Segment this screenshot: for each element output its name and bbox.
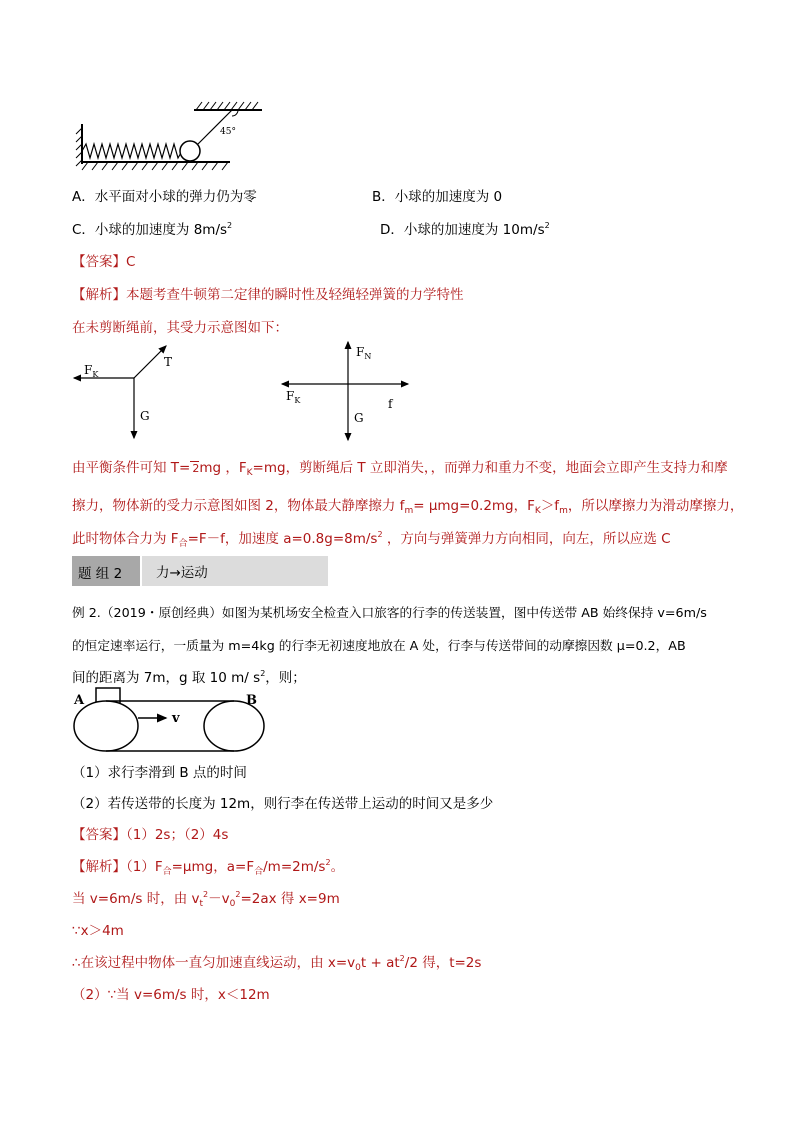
fd2-fn-sub: N [364, 352, 372, 361]
force-diagram-1 [64, 342, 194, 442]
a2l1-sup: 2 [325, 858, 331, 867]
analysis-1-line4 [72, 494, 743, 516]
a2l4-a: ∴在该过程中物体一直匀加速直线运动，由 x=v [72, 955, 356, 971]
fd2-fk: F [286, 389, 295, 403]
label-a: A [74, 693, 85, 708]
example-2-line1: 例 2.（2019・原创经典）如图为某机场安全检查入口旅客的行李的传送装置，图中传送带 AB 始终保持 v=6m/s [72, 605, 707, 620]
analysis-1-line3 [72, 456, 728, 478]
example-2-line3 [72, 666, 306, 686]
analysis-2-line2 [72, 887, 340, 909]
force-diagram-2 [278, 338, 414, 442]
label-b: B [246, 693, 257, 708]
ex2l3-b: ，则； [265, 670, 306, 686]
answer-2-value: （1）2s；（2）4s [126, 827, 229, 843]
analysis-1-intro [72, 283, 464, 303]
answer-2 [72, 823, 228, 843]
a1l3-sub: K [246, 468, 253, 478]
answer-1-tag: 【答案】 [72, 254, 126, 270]
a1l4-sub2: K [534, 506, 541, 516]
a1l5-b: =F－f，加速度 a=0.8g=8m/s [187, 531, 378, 547]
fd2-fk-sub: K [294, 396, 301, 405]
a2l4-sub: 0 [355, 963, 361, 973]
svg-text:FK [84, 363, 99, 379]
option-a: A．水平面对小球的弹力仍为零 [72, 189, 257, 205]
fd1-fk-sub: K [92, 370, 99, 379]
a2l2-sub2: 0 [229, 899, 236, 909]
analysis-2-line4 [72, 951, 481, 973]
group-header-label: 题 组 2 [78, 566, 123, 582]
a2l2-sub1: t [199, 899, 204, 909]
spring-ball-figure [72, 96, 272, 172]
a1l5-sup: 2 [377, 530, 383, 539]
analysis-1-intro-text: 本题考查牛顿第二定律的瞬时性及轻绳轻弹簧的力学特性 [126, 287, 464, 303]
a1l3-c: =mg，剪断绳后 T 立即消失，，而弹力和重力不变，地面会立即产生支持力和摩 [252, 460, 728, 476]
a1l4-b: = μmg=0.2mg，F [413, 498, 535, 514]
a1l4-d: ，所以摩擦力为滑动摩擦力， [567, 498, 744, 514]
a2l1-sub: 合 [162, 867, 172, 877]
option-d [380, 218, 550, 238]
a1l4-a: 擦力，物体新的受力示意图如图 2，物体最大静摩擦力 f [72, 498, 405, 514]
a1l5-sub: 合 [178, 539, 188, 549]
analysis-2-line5: （2）∵当 v=6m/s 时，x＜12m [72, 987, 270, 1003]
conveyor-belt-figure [70, 686, 266, 754]
a1l3-a: 由平衡条件可知 T= [72, 460, 191, 476]
ex2l3-sup: 2 [260, 669, 266, 678]
a2l2-sup2: 2 [235, 890, 241, 899]
option-c-text: C．小球的加速度为 8m/s [72, 222, 228, 238]
a1l4-sub3: m [559, 506, 568, 516]
a2l4-b: t + at [360, 955, 400, 971]
analysis-2-line3: ∵x＞4m [72, 923, 124, 939]
analysis-2-tag: 【解析】 [72, 859, 126, 875]
option-b: B．小球的加速度为 0 [372, 189, 503, 205]
fd1-t: T [164, 355, 173, 369]
option-c-sup: 2 [227, 221, 233, 230]
sqrt-2: 2 [192, 462, 200, 475]
ex2l3-a: 间的距离为 7m，g 取 10 m/ s [72, 670, 261, 686]
fd1-g: G [140, 409, 150, 423]
a1l4-sub1: m [404, 506, 414, 516]
a2l1-d: 。 [330, 859, 345, 875]
option-c [72, 218, 232, 238]
answer-1-value: C [126, 254, 136, 270]
fd2-f: f [388, 397, 393, 411]
a1l4-c: ＞f [540, 498, 560, 514]
a2l2-c: =2ax 得 x=9m [240, 891, 340, 907]
angle-label: 45° [220, 127, 236, 137]
a1l3-b: mg ，F [199, 460, 247, 476]
question-2: （2）若传送带的长度为 12m，则行李在传送带上运动的时间又是多少 [72, 796, 494, 812]
a2l1-b: =μmg，a=F [171, 859, 255, 875]
svg-text:FN [356, 345, 371, 361]
fd2-fn: F [356, 345, 365, 359]
answer-1 [72, 250, 135, 270]
option-d-text: D．小球的加速度为 10m/s [380, 222, 545, 238]
fd2-g: G [354, 411, 364, 425]
a2l1-a: （1）F [126, 859, 163, 875]
a1l5-c: ，方向与弹簧弹力方向相同，向左，所以应选 C [382, 531, 671, 547]
a2l4-c: /2 得，t=2s [404, 955, 482, 971]
analysis-1-line2: 在未剪断绳前，其受力示意图如下： [72, 320, 288, 336]
analysis-1-tag: 【解析】 [72, 287, 126, 303]
svg-text:FK [286, 389, 301, 405]
a2l2-sup1: 2 [203, 890, 209, 899]
example-2-line2: 的恒定速率运行，一质量为 m=4kg 的行李无初速度地放在 A 处，行李与传送带间的动摩擦因数 μ=0.2，AB [72, 638, 686, 653]
analysis-1-line5 [72, 527, 671, 549]
a1l5-a: 此时物体合力为 F [72, 531, 179, 547]
analysis-2-line1 [72, 855, 344, 877]
question-1: （1）求行李滑到 B 点的时间 [72, 765, 247, 781]
a2l1-sub2: 合 [254, 867, 264, 877]
group-header-title: 力→运动 [156, 565, 208, 581]
label-v: v [172, 711, 180, 726]
option-d-sup: 2 [544, 221, 550, 230]
a2l2-a: 当 v=6m/s 时，由 v [72, 891, 200, 907]
a2l2-b: －v [208, 891, 230, 907]
fd1-fk: F [84, 363, 93, 377]
a2l4-sup: 2 [399, 954, 405, 963]
answer-2-tag: 【答案】 [72, 827, 126, 843]
a2l1-c: /m=2m/s [263, 859, 326, 875]
